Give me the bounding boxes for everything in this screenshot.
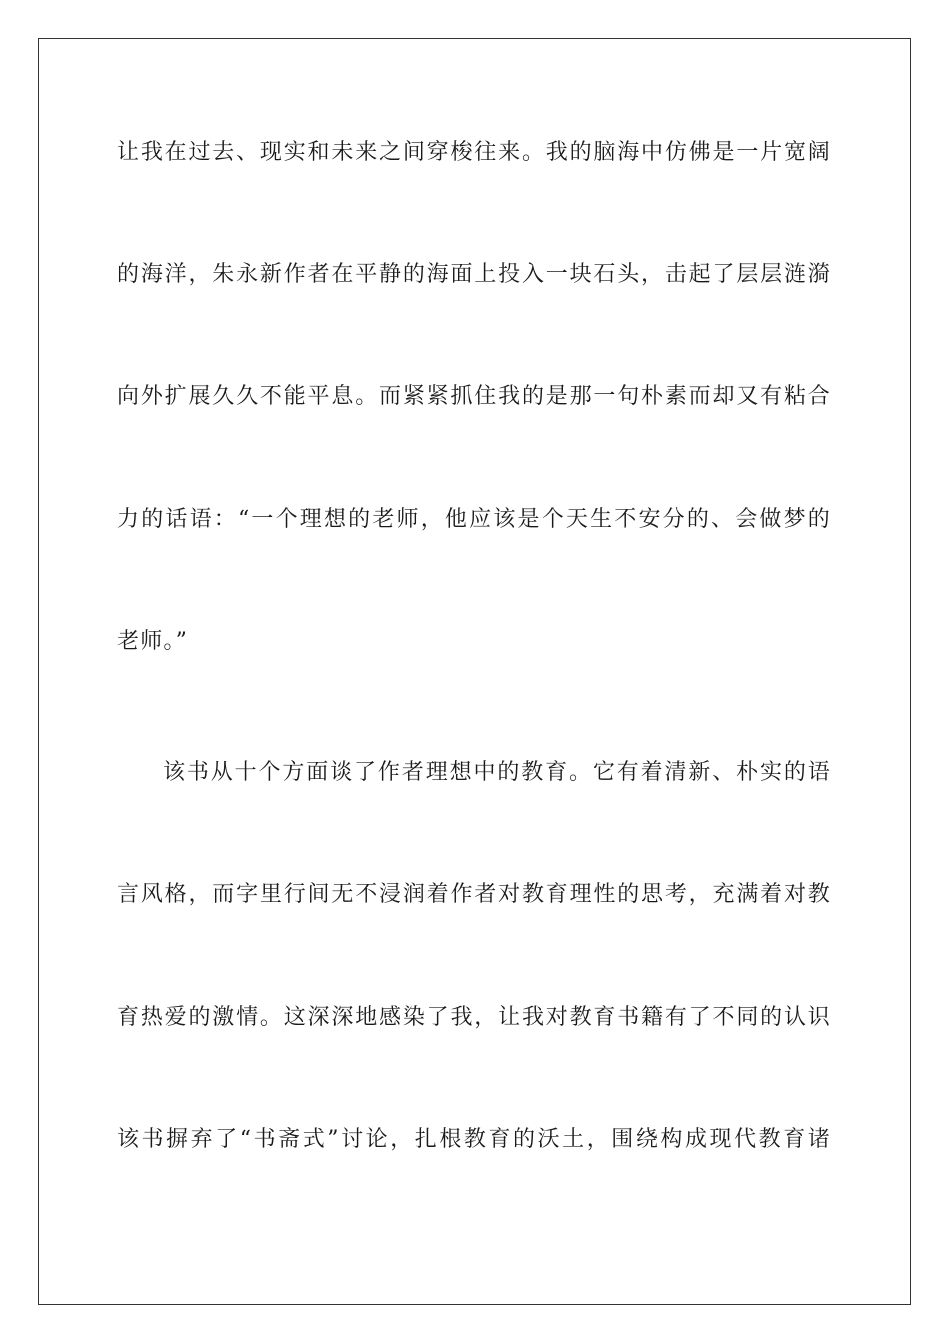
page-border [38,38,911,1305]
text-line-4: 力的话语：“一个理想的老师，他应该是个天生不安分的、会做梦的 [117,507,831,532]
paragraph-2-line-2: 言风格，而字里行间无不浸润着作者对教育理性的思考，充满着对教 [117,882,831,907]
paragraph-2-line-3: 育热爱的激情。这深深地感染了我，让我对教育书籍有了不同的认识 [117,1005,831,1030]
text-line-2: 的海洋，朱永新作者在平静的海面上投入一块石头，击起了层层涟漪 [117,262,831,287]
paragraph-2-line-4: 该书摒弃了“书斋式”讨论，扎根教育的沃土，围绕构成现代教育诸 [117,1127,831,1152]
text-line-3: 向外扩展久久不能平息。而紧紧抓住我的是那一句朴素而却又有粘合 [117,384,831,409]
text-line-1: 让我在过去、现实和未来之间穿梭往来。我的脑海中仿佛是一片宽阔 [117,140,831,165]
text-line-5: 老师。” [117,629,189,654]
paragraph-2-line-1: 该书从十个方面谈了作者理想中的教育。它有着清新、朴实的语 [163,760,831,785]
